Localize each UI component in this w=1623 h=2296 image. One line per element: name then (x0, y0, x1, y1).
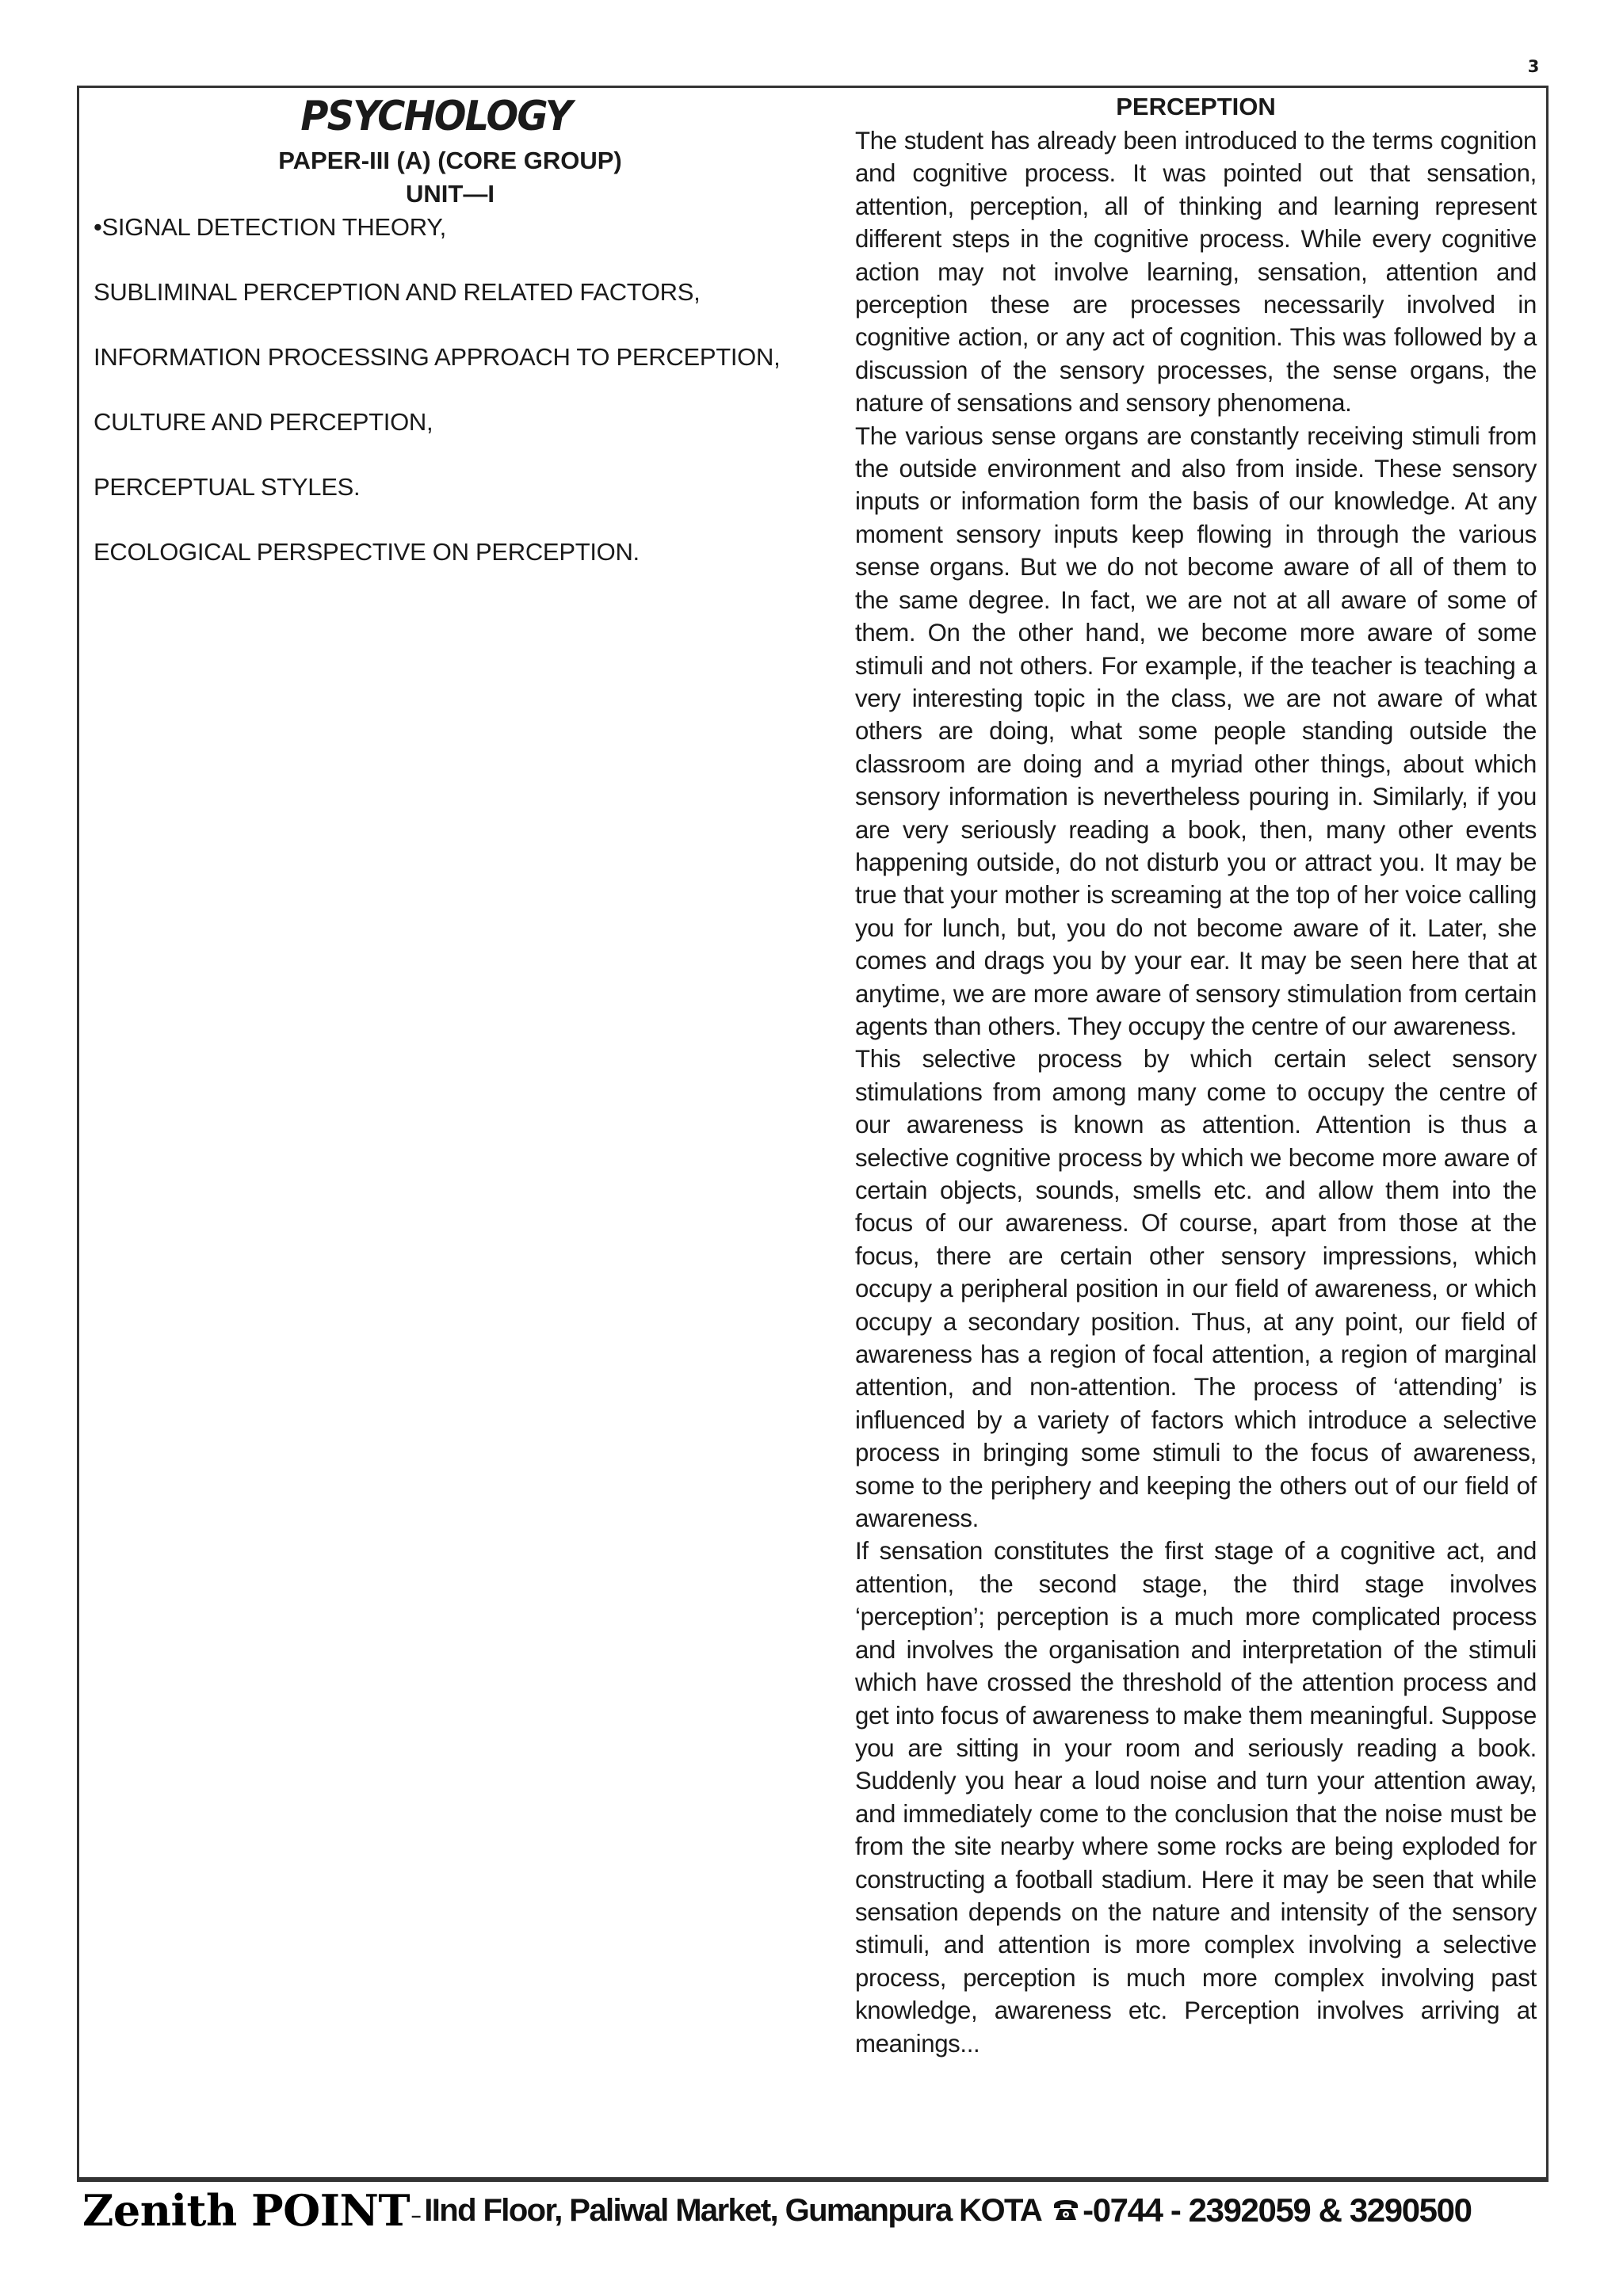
syllabus-topic: INFORMATION PROCESSING APPROACH TO PERCEPTION, (94, 343, 781, 371)
left-column (94, 89, 783, 601)
body-paragraph: If sensation constitutes the first stage of a cognitive act, and attention, the second stage, the third stage involves ‘perception’; perception is a much more complicated process and involves the organisation and interpretation of the stimuli which have crossed the threshold of the attention process and get into focus of awareness to make them meaningful. Suppose you are sitting in your room and seriously reading a book. Suddenly you hear a loud noise and turn your attention away, and immediately come to the conclusion that the noise must be from the site nearby where some rocks are being exploded for constructing a football stadium. Here it may be seen that while sensation depends on the nature and intensity of the sensory stimuli, and attention is more complex involving a selective process, perception is much more complex involving past knowledge, awareness etc. Perception involves arriving at meanings... (855, 1537, 1537, 2058)
syllabus-topic: •SIGNAL DETECTION THEORY, (94, 213, 446, 241)
subject-title: PSYCHOLOGY (300, 93, 571, 140)
syllabus-topic: ECOLOGICAL PERSPECTIVE ON PERCEPTION. (94, 538, 640, 566)
right-column (855, 89, 1537, 2060)
footer-phone: -0744 - 2392059 & 3290500 (1083, 2191, 1472, 2229)
brand-name: Zenith POINT (82, 2185, 411, 2236)
footer-separator: – (411, 2206, 422, 2225)
paper-title: PAPER-III (A) (CORE GROUP) (278, 147, 622, 174)
footer-address: IInd Floor, Paliwal Market, Gumanpura KOTA (424, 2192, 1042, 2228)
section-heading: PERCEPTION (1116, 93, 1276, 120)
page-number: 3 (1527, 57, 1540, 76)
footer-divider (77, 2177, 1549, 2180)
body-paragraph: This selective process by which certain select sensory stimulations from among many come to occupy the centre of our awareness is known as attention. Attention is thus a selective cognitive process by which we become more aware of certain objects, sounds, smells etc. and allow them into the focus of our awareness. Of course, apart from those at the focus, there are certain other sensory impressions, which occupy a peripheral position in our field of awareness, or which occupy a secondary position. Thus, at any point, our field of awareness has a region of focal attention, a region of marginal attention, and non-attention. The process of ‘attending’ is influenced by a variety of factors which introduce a selective process in bringing some stimuli to the focus of awareness, some to the periphery and keeping the others out of our field of awareness. (855, 1045, 1537, 1533)
syllabus-topic: CULTURE AND PERCEPTION, (94, 408, 433, 436)
unit-title: UNIT—I (406, 180, 495, 208)
body-paragraph: The student has already been introduced to the terms cognition and cognitive process. It was pointed out that sensation, attention, perception, all of thinking and learning represent different steps in the cognitive process. While every cognitive action may not involve learning, sensation, attention and perception these are processes necessarily involved in cognitive action, or any act of cognition. This was followed by a discussion of the sensory processes, the sense organs, the nature of sensations and sensory phenomena. (855, 127, 1537, 418)
body-paragraph: The various sense organs are constantly receiving stimuli from the outside environment and also from inside. These sensory inputs or information form the basis of our knowledge. At any moment sensory inputs keep flowing in through the various sense organs. But we do not become aware of all of them to the same degree. In fact, we are not at all aware of some of them. On the other hand, we become more aware of some stimuli and not others. For example, if the teacher is teaching a very interesting topic in the class, we are not aware of what others are doing, what some people standing outside the classroom are doing and a myriad other things, about which sensory information is nevertheless pouring in. Similarly, if you are very seriously reading a book, then, many other events happening outside, do not disturb you or attract you. It may be true that your mother is screaming at the top of her voice calling you for lunch, but, you do not become aware of it. Later, she comes and drags you by your ear. It may be seen here that at anytime, we are more aware of sensory stimulation from certain agents than others. They occupy the centre of our awareness. (855, 421, 1537, 1040)
syllabus-topic: PERCEPTUAL STYLES. (94, 473, 361, 501)
telephone-icon (1052, 2199, 1079, 2222)
syllabus-topic: SUBLIMINAL PERCEPTION AND RELATED FACTORS, (94, 278, 701, 306)
syllabus-topic-list (94, 211, 783, 569)
footer (82, 2183, 1545, 2238)
